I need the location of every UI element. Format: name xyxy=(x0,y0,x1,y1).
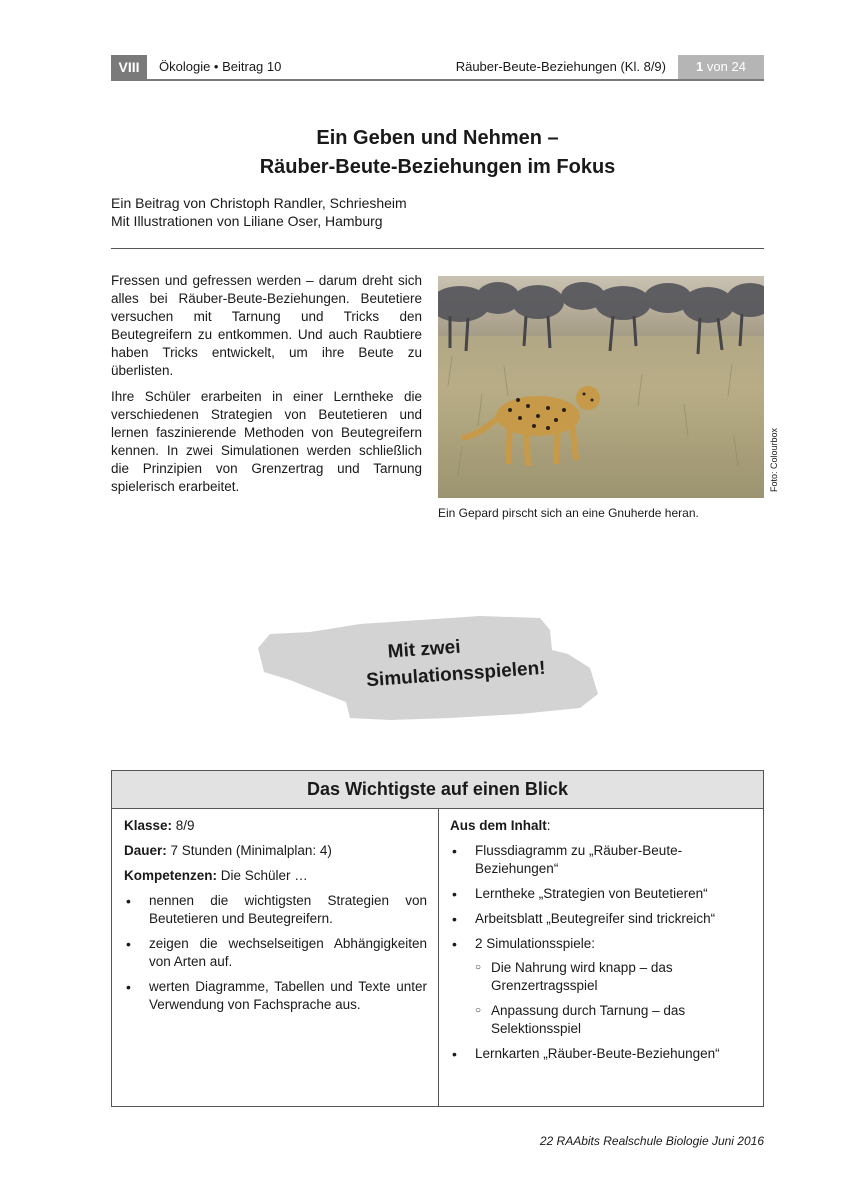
kompetenzen-value: Die Schüler … xyxy=(217,868,308,883)
kompetenzen-row xyxy=(124,867,427,885)
list-item: • Lerntheke „Strategien von Beutetieren“ xyxy=(450,885,750,903)
dauer-label: Dauer: xyxy=(124,843,167,858)
list-item: • nennen die wichtigsten Strategien von Beutetieren und Beutegreifern. xyxy=(124,892,427,928)
klasse-value: 8/9 xyxy=(172,818,195,833)
page-indicator xyxy=(678,55,764,79)
page-total: von 24 xyxy=(703,59,746,74)
inhalt-row xyxy=(450,817,750,835)
author-block xyxy=(111,194,407,230)
summary-left-column xyxy=(124,817,427,1021)
dauer-value: 7 Stunden (Minimalplan: 4) xyxy=(166,843,332,858)
page-footer: 22 RAAbits Realschule Biologie Juni 2016 xyxy=(539,1134,764,1148)
title-line-2: Räuber-Beute-Beziehungen im Fokus xyxy=(259,156,616,178)
list-item: • Lernkarten „Räuber-Beute-Beziehungen“ xyxy=(450,1045,750,1063)
page-current: 1 xyxy=(696,59,704,74)
author-line: Ein Beitrag von Christoph Randler, Schriesheim xyxy=(111,195,407,211)
banner-line-1: Mit zwei xyxy=(387,636,462,663)
cheetah-photo-image xyxy=(438,276,764,498)
list-item-label: 2 Simulationsspiele: xyxy=(475,936,596,951)
header-title: Räuber-Beute-Beziehungen (Kl. 8/9) xyxy=(455,59,666,74)
title-line-1: Ein Geben und Nehmen – xyxy=(316,127,559,149)
summary-box xyxy=(111,770,764,1107)
section-badge: VIII xyxy=(111,55,147,79)
cheetah-photo xyxy=(438,276,764,498)
list-item: • zeigen die wechselseitigen Abhängigkeiten von Arten auf. xyxy=(124,935,427,971)
article-title xyxy=(111,124,764,182)
klasse-row xyxy=(124,817,427,835)
summary-heading: Das Wichtigste auf einen Blick xyxy=(112,771,763,809)
intro-text xyxy=(111,272,422,504)
intro-paragraph-1: Fressen und gefressen werden – darum dreht sich alles bei Räuber-Beute-Beziehungen. Beutetiere versuchen mit Tarnung und Tricks den Beutegreifern zu entkommen. Und auch Raubtiere haben Tricks entwickelt, um ihre Beute zu überlisten. xyxy=(111,273,422,378)
list-item: • Flussdiagramm zu „Räuber-Beute-Beziehungen“ xyxy=(450,842,750,878)
kompetenzen-list xyxy=(124,892,427,1014)
inhalt-label: Aus dem Inhalt xyxy=(450,818,547,833)
summary-right-column xyxy=(450,817,750,1070)
sub-list-item: ○ Anpassung durch Tarnung – das Selektionsspiel xyxy=(475,1002,750,1038)
intro-paragraph-2: Ihre Schüler erarbeiten in einer Lerntheke die verschiedenen Strategien von Beutetieren und lernen faszinierende Methoden von Beutegreifern kennen. In zwei Simulationen werden schließlich die Prinzipien von Grenzertrag und Tarnung spielerisch erarbeitet. xyxy=(111,389,422,494)
dauer-row xyxy=(124,842,427,860)
list-item: • werten Diagramme, Tabellen und Texte unter Verwendung von Fachsprache aus. xyxy=(124,978,427,1014)
summary-divider xyxy=(438,809,439,1106)
sub-list-item: ○ Die Nahrung wird knapp – das Grenzertragsspiel xyxy=(475,959,750,995)
title-rule xyxy=(111,248,764,249)
header-rule xyxy=(111,79,764,81)
kompetenzen-label: Kompetenzen: xyxy=(124,868,218,883)
photo-caption: Ein Gepard pirscht sich an eine Gnuherde heran. xyxy=(438,506,699,520)
inhalt-list xyxy=(450,842,750,1063)
photo-credit-text: Foto: Colourbox xyxy=(769,427,779,493)
list-item: • Arbeitsblatt „Beutegreifer sind trickreich“ xyxy=(450,910,750,928)
banner-line-2: Simulationsspielen! xyxy=(365,657,547,692)
list-item-simulationen xyxy=(450,935,750,1038)
simulationen-list xyxy=(475,959,750,1038)
klasse-label: Klasse: xyxy=(124,818,173,833)
series-label: Ökologie • Beitrag 10 xyxy=(159,59,282,74)
photo-credit xyxy=(764,420,784,500)
inhalt-colon: : xyxy=(546,818,551,833)
illustrator-line: Mit Illustrationen von Liliane Oser, Hamburg xyxy=(111,213,383,229)
page-header xyxy=(111,55,764,79)
